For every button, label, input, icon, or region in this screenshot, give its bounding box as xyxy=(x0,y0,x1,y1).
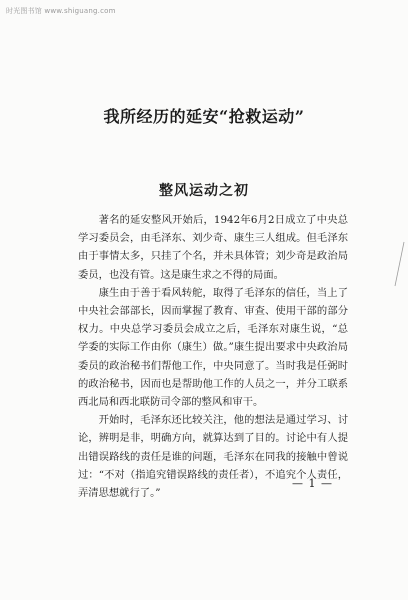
paragraph-1: 著名的延安整风开始后，1942年6月2日成立了中央总学习委员会，由毛泽东、刘少奇、康生三人组成。但毛泽东由于事情太多，只挂了个名，并未具体管；刘少奇是政治局委员，也没有管。这是康生求之不得的局面。 xyxy=(78,214,348,281)
body-text xyxy=(78,211,348,502)
paragraph-3: 开始时，毛泽东还比较关注，他的想法是通过学习、讨论，辨明是非，明确方向，就算达到了目的。讨论中有人提出错误路线的责任是谁的问题，毛泽东在同我的接触中曾说过：“不对（指追究错误路线的责任者），不追究个人责任，弄清思想就行了。” xyxy=(78,414,348,500)
paragraph-2: 康生由于善于看风转舵，取得了毛泽东的信任，当上了中央社会部部长，因而掌握了教育、审查、使用干部的部分权力。中央总学习委员会成立之后，毛泽东对康生说，“总学委的实际工作由你（康生）做。”康生提出要求中央政治局委员的政治秘书们帮他工作，中央同意了。当时我是任弼时的政治秘书，因而也是帮助他工作的人员之一，并分工联系西北局和西北联防司令部的整风和审干。 xyxy=(78,286,348,409)
watermark-text: 时光图书馆 www.shiguang.com xyxy=(6,7,116,15)
margin-pencil-mark xyxy=(392,240,406,290)
section-heading: 整风运动之初 xyxy=(159,183,249,199)
page-number: — 1 — xyxy=(292,477,333,490)
chapter-title: 我所经历的延安“抢救运动” xyxy=(103,107,305,126)
